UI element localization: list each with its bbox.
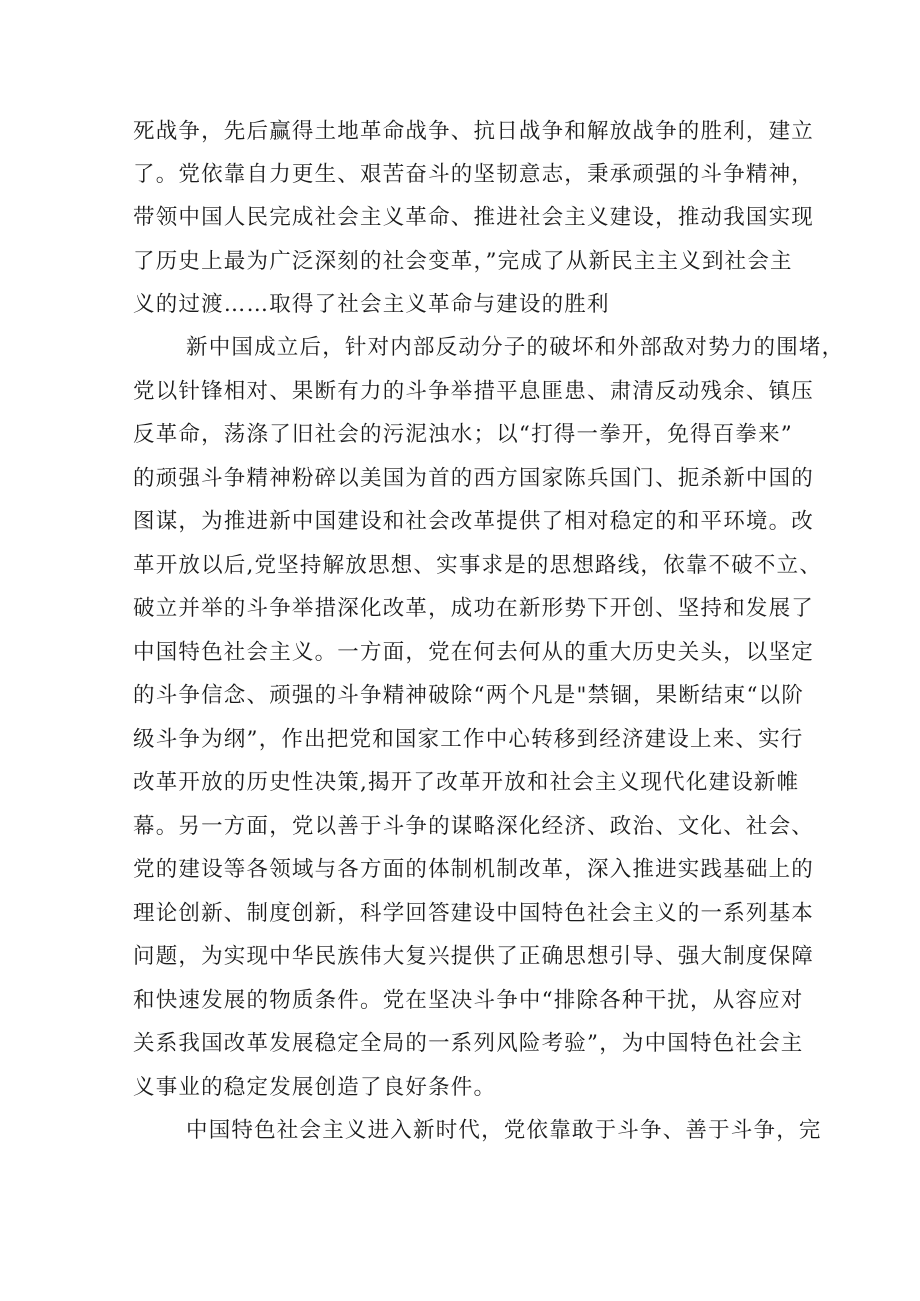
text-line: 破立并举的斗争举措深化改革，成功在新形势下开创、坚持和发展了 (133, 596, 815, 621)
paragraph-start-line: 新中国成立后，针对内部反动分子的破坏和外部敌对势力的围堵， (186, 335, 845, 360)
text-line: 级斗争为纲”，作出把党和国家工作中心转移到经济建设上来、实行 (133, 727, 804, 752)
paragraph-start-line: 中国特色社会主义进入新时代，党依靠敢于斗争、善于斗争，完 (186, 1118, 822, 1143)
text-line: 反革命，荡涤了旧社会的污泥浊水；以“打得一拳开，免得百拳来” (133, 422, 793, 447)
text-line: 义的过渡……取得了社会主义革命与建设的胜利 (133, 292, 610, 317)
text-line: 的斗争信念、顽强的斗争精神破除“两个凡是"禁锢，果断结束“以阶 (133, 683, 805, 708)
text-line: 义事业的稳定发展创造了良好条件。 (133, 1075, 497, 1100)
text-line: 死战争，先后赢得土地革命战争、抗日战争和解放战争的胜利，建立 (133, 119, 815, 144)
text-line: 和快速发展的物质条件。党在坚决斗争中“排除各种干扰，从容应对 (133, 988, 804, 1013)
text-line: 带领中国人民完成社会主义革命、推进社会主义建设，推动我国实现 (133, 205, 815, 230)
text-line: 幕。另一方面，党以善于斗争的谋略深化经济、政治、文化、社会、 (133, 814, 815, 839)
text-line: 革开放以后,党坚持解放思想、实事求是的思想路线，依靠不破不立、 (133, 553, 823, 578)
text-line: 了历史上最为广泛深刻的社会变革，”完成了从新民主主义到社会主 (133, 249, 793, 274)
text-line: 改革开放的历史性决策,揭开了改革开放和社会主义现代化建设新帷 (133, 770, 800, 795)
text-line: 了。党依靠自力更生、艰苦奋斗的坚韧意志，秉承顽强的斗争精神， (133, 162, 815, 187)
text-line: 理论创新、制度创新，科学回答建设中国特色社会主义的一系列基本 (133, 901, 815, 926)
text-line: 图谋，为推进新中国建设和社会改革提供了相对稳定的和平环境。改 (133, 509, 815, 534)
text-line: 中国特色社会主义。一方面，党在何去何从的重大历史关头，以坚定 (133, 640, 815, 665)
text-line: 党以针锋相对、果断有力的斗争举措平息匪患、肃清反动残余、镇压 (133, 379, 815, 404)
text-line: 问题，为实现中华民族伟大复兴提供了正确思想引导、强大制度保障 (133, 944, 815, 969)
text-line: 党的建设等各领域与各方面的体制机制改革，深入推进实践基础上的 (133, 857, 815, 882)
text-line: 的顽强斗争精神粉碎以美国为首的西方国家陈兵国门、扼杀新中国的 (133, 466, 815, 491)
text-line: 关系我国改革发展稳定全局的一系列风险考验”，为中国特色社会主 (133, 1031, 804, 1056)
